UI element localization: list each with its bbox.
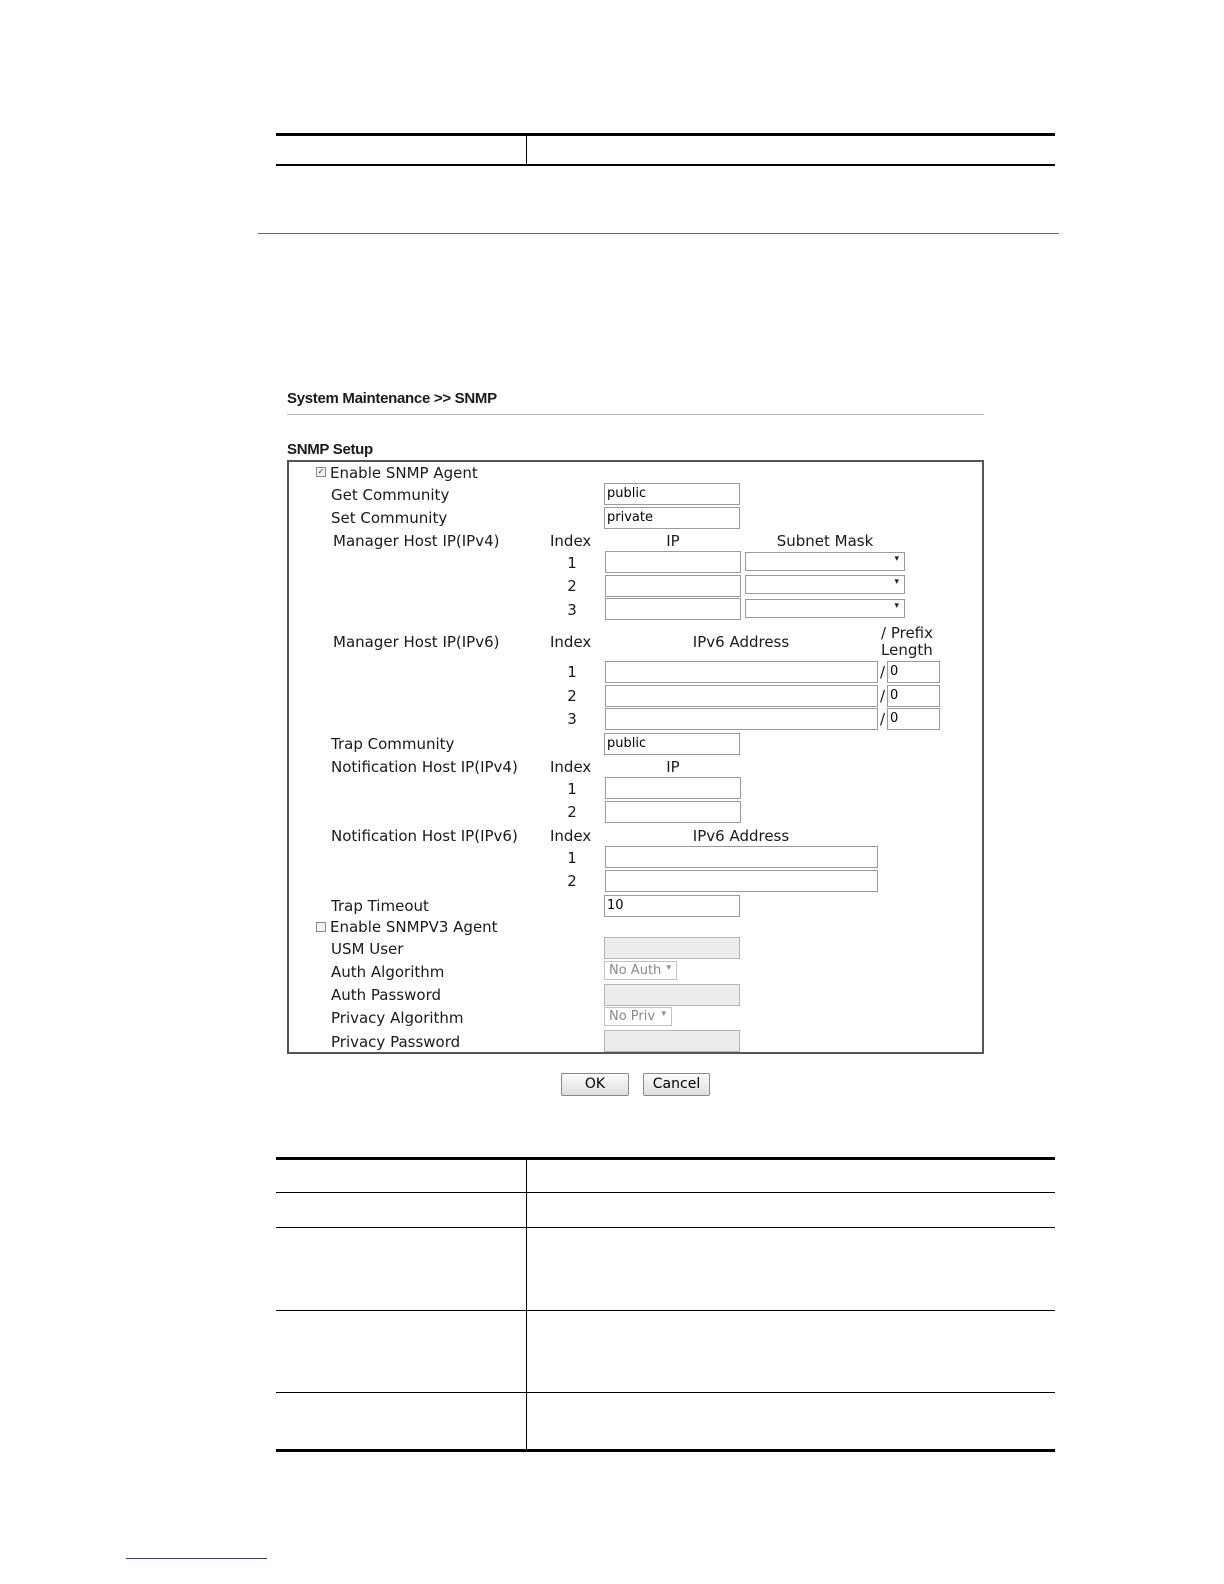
bottom-table-rule bbox=[276, 1192, 1055, 1193]
enable-snmp-agent-checkbox[interactable]: ✓ bbox=[317, 467, 325, 476]
notif-ipv4-index-1: 1 bbox=[567, 780, 577, 798]
auth-algorithm-label: Auth Algorithm bbox=[331, 963, 445, 981]
cancel-button[interactable]: Cancel bbox=[643, 1073, 710, 1096]
manager-ipv6-addr-2[interactable] bbox=[605, 685, 878, 707]
top-table-rule-top bbox=[276, 133, 1055, 136]
manager-ipv6-addr-1[interactable] bbox=[605, 661, 878, 683]
manager-ipv6-length-header: Length bbox=[881, 641, 933, 659]
section-title: SNMP Setup bbox=[287, 441, 373, 458]
trap-timeout-input[interactable]: 10 bbox=[604, 895, 740, 917]
notif-ipv6-index-2: 2 bbox=[567, 872, 577, 890]
notif-ipv4-ip-header: IP bbox=[666, 758, 680, 776]
notif-ipv6-index-1: 1 bbox=[567, 849, 577, 867]
get-community-label: Get Community bbox=[331, 486, 450, 504]
manager-host-ipv6-label: Manager Host IP(IPv6) bbox=[333, 633, 500, 651]
manager-ipv4-mask-header: Subnet Mask bbox=[776, 532, 874, 550]
prefix-slash: / bbox=[880, 663, 886, 681]
manager-ipv4-mask-1[interactable] bbox=[745, 552, 905, 571]
manager-ipv4-mask-3[interactable] bbox=[745, 599, 905, 618]
manager-ipv6-index-2: 2 bbox=[567, 687, 577, 705]
enable-snmpv3-agent-checkbox[interactable] bbox=[316, 922, 326, 932]
bottom-table-rule bbox=[276, 1310, 1055, 1311]
bottom-table-rule-bottom bbox=[276, 1449, 1055, 1452]
notification-host-ipv6-label: Notification Host IP(IPv6) bbox=[331, 827, 518, 845]
breadcrumb-underline bbox=[287, 414, 984, 415]
notif-ipv6-addr-2[interactable] bbox=[605, 870, 878, 892]
bottom-table-rule-top bbox=[276, 1157, 1055, 1160]
manager-ipv4-index-2: 2 bbox=[567, 577, 577, 595]
auth-algorithm-select[interactable]: No Auth ▾ bbox=[604, 961, 677, 980]
notif-ipv4-index-2: 2 bbox=[567, 803, 577, 821]
privacy-password-label: Privacy Password bbox=[331, 1033, 461, 1051]
manager-ipv4-ip-3[interactable] bbox=[605, 598, 741, 620]
manager-ipv4-ip-2[interactable] bbox=[605, 575, 741, 597]
ok-button[interactable]: OK bbox=[561, 1073, 629, 1096]
chevron-down-icon: ▾ bbox=[666, 963, 671, 973]
manager-ipv4-index-1: 1 bbox=[567, 554, 577, 572]
enable-snmp-agent-label: Enable SNMP Agent bbox=[330, 464, 478, 482]
bottom-table-divider bbox=[526, 1160, 527, 1450]
manager-ipv6-prefix-2[interactable]: 0 bbox=[887, 685, 940, 707]
prefix-slash: / bbox=[880, 710, 886, 728]
manager-ipv4-ip-header: IP bbox=[666, 532, 680, 550]
manager-ipv6-index-3: 3 bbox=[567, 710, 577, 728]
bottom-table-rule bbox=[276, 1227, 1055, 1228]
privacy-algorithm-select[interactable]: No Priv ▾ bbox=[604, 1007, 672, 1026]
notif-ipv4-ip-2[interactable] bbox=[605, 801, 741, 823]
auth-password-label: Auth Password bbox=[331, 986, 441, 1004]
page-divider bbox=[258, 233, 1059, 234]
trap-timeout-label: Trap Timeout bbox=[331, 897, 429, 915]
get-community-input[interactable]: public bbox=[604, 483, 740, 505]
top-table-divider bbox=[526, 136, 527, 165]
notification-host-ipv4-label: Notification Host IP(IPv4) bbox=[331, 758, 518, 776]
set-community-input[interactable]: private bbox=[604, 507, 740, 529]
notif-ipv4-index-header: Index bbox=[550, 758, 592, 776]
top-table-rule-bottom bbox=[276, 164, 1055, 166]
enable-snmpv3-agent-label: Enable SNMPV3 Agent bbox=[330, 918, 498, 936]
set-community-label: Set Community bbox=[331, 509, 448, 527]
usm-user-label: USM User bbox=[331, 940, 404, 958]
manager-ipv6-prefix-1[interactable]: 0 bbox=[887, 661, 940, 683]
notif-ipv4-ip-1[interactable] bbox=[605, 777, 741, 799]
trap-community-label: Trap Community bbox=[331, 735, 455, 753]
manager-ipv6-index-1: 1 bbox=[567, 663, 577, 681]
trap-community-input[interactable]: public bbox=[604, 733, 740, 755]
manager-ipv4-ip-1[interactable] bbox=[605, 551, 741, 573]
footer-link-underline bbox=[126, 1558, 267, 1559]
chevron-down-icon: ▾ bbox=[894, 601, 899, 611]
manager-ipv6-index-header: Index bbox=[550, 633, 592, 651]
privacy-password-input[interactable] bbox=[604, 1030, 740, 1052]
manager-host-ipv4-label: Manager Host IP(IPv4) bbox=[333, 532, 500, 550]
usm-user-input[interactable] bbox=[604, 937, 740, 959]
manager-ipv6-addr-header: IPv6 Address bbox=[692, 633, 790, 651]
breadcrumb: System Maintenance >> SNMP bbox=[287, 390, 497, 407]
auth-password-input[interactable] bbox=[604, 984, 740, 1006]
chevron-down-icon: ▾ bbox=[894, 577, 899, 587]
manager-ipv4-index-header: Index bbox=[550, 532, 592, 550]
bottom-table-rule bbox=[276, 1392, 1055, 1393]
chevron-down-icon: ▾ bbox=[661, 1009, 666, 1019]
notif-ipv6-addr-header: IPv6 Address bbox=[692, 827, 790, 845]
manager-ipv6-addr-3[interactable] bbox=[605, 708, 878, 730]
notif-ipv6-addr-1[interactable] bbox=[605, 846, 878, 868]
privacy-algorithm-label: Privacy Algorithm bbox=[331, 1009, 464, 1027]
manager-ipv6-prefix-3[interactable]: 0 bbox=[887, 708, 940, 730]
prefix-slash: / bbox=[880, 687, 886, 705]
notif-ipv6-index-header: Index bbox=[550, 827, 592, 845]
manager-ipv4-mask-2[interactable] bbox=[745, 575, 905, 594]
chevron-down-icon: ▾ bbox=[894, 554, 899, 564]
manager-ipv6-prefix-header: / Prefix bbox=[881, 624, 933, 642]
manager-ipv4-index-3: 3 bbox=[567, 601, 577, 619]
